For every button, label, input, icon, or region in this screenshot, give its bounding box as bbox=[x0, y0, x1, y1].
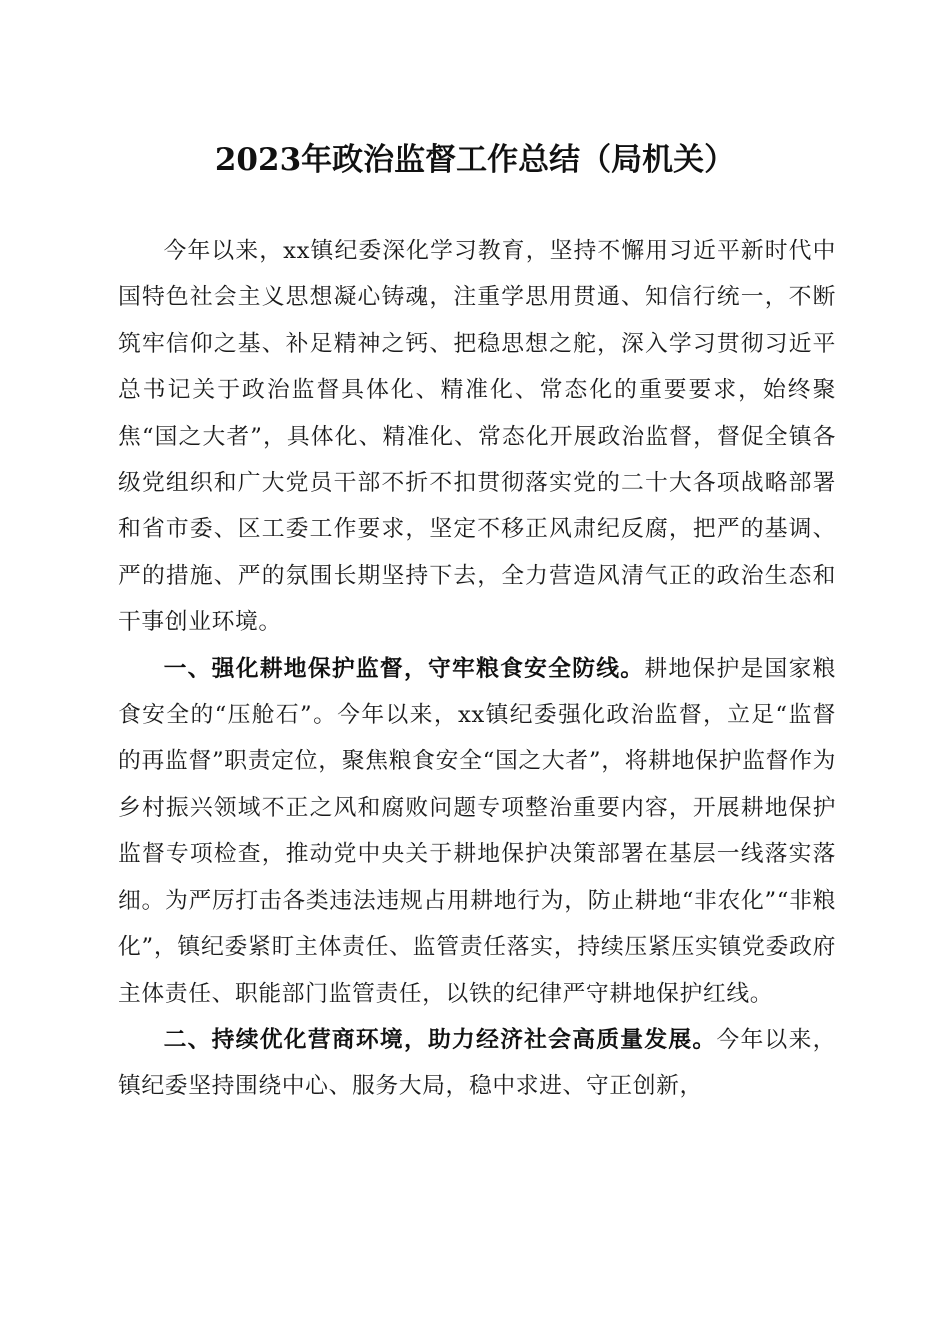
paragraph-text: 今年以来，xx镇纪委深化学习教育，坚持不懈用习近平新时代中国特色社会主义思想凝心铸魂，注重学思用贯通、知信行统一，不断筑牢信仰之基、补足精神之钙、把稳思想之舵，深入学习贯彻习近平总书记关于政治监督具体化、精准化、常态化的重要要求，始终聚焦“国之大者”，具体化、精准化、常态化开展政治监督，督促全镇各级党组织和广大党员干部不折不扣贯彻落实党的二十大各项战略部署和省市委、区工委工作要求，坚定不移正风肃纪反腐，把严的基调、严的措施、严的氛围长期坚持下去，全力营造风清气正的政治生态和干事创业环境。 bbox=[118, 238, 836, 636]
section-1-heading: 一、强化耕地保护监督，守牢粮食安全防线。 bbox=[163, 655, 645, 682]
document-body bbox=[118, 228, 836, 1110]
section-2-heading: 二、持续优化营商环境，助力经济社会高质量发展。 bbox=[163, 1026, 717, 1053]
intro-paragraph bbox=[118, 228, 836, 646]
document-title: 2023年政治监督工作总结（局机关） bbox=[214, 142, 736, 178]
section-2-paragraph bbox=[118, 1017, 836, 1110]
section-2-text: 今年以来，镇纪委坚持围绕中心、服务大局，稳中求进、守正创新， bbox=[118, 1026, 836, 1100]
section-1-paragraph bbox=[118, 646, 836, 1017]
section-1-text: 耕地保护是国家粮食安全的“压舱石”。今年以来，xx镇纪委强化政治监督，立足“监督的再监督”职责定位，聚焦粮食安全“国之大者”，将耕地保护监督作为乡村振兴领域不正之风和腐败问题专项整治重要内容，开展耕地保护监督专项检查，推动党中央关于耕地保护决策部署在基层一线落实落细。为严厉打击各类违法违规占用耕地行为，防止耕地“非农化”“非粮化”，镇纪委紧盯主体责任、监管责任落实，持续压紧压实镇党委政府主体责任、职能部门监管责任，以铁的纪律严守耕地保护红线。 bbox=[118, 655, 836, 1007]
